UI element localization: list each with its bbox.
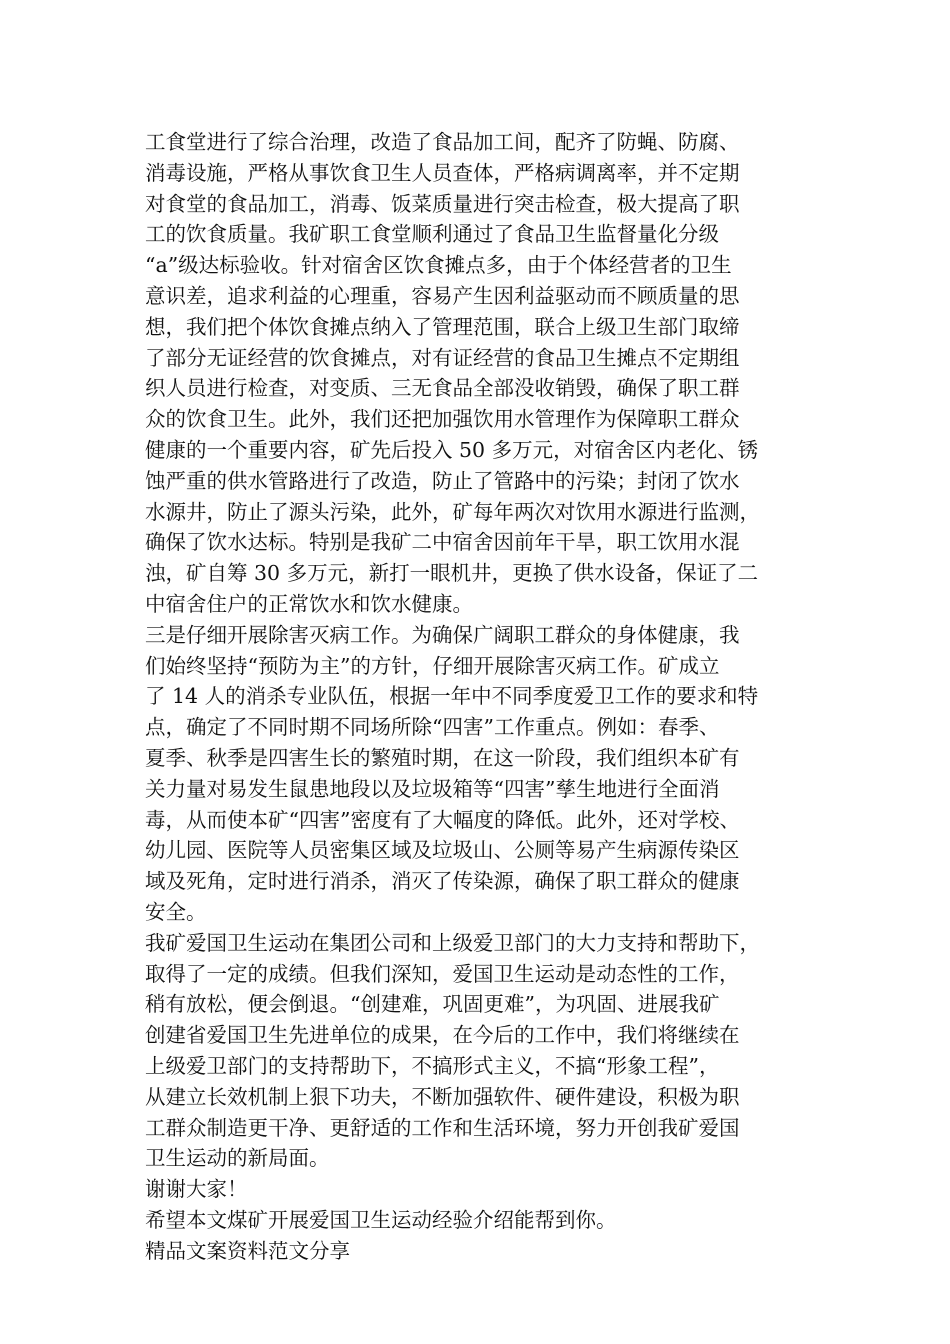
text-line: 工食堂进行了综合治理，改造了食品加工间，配齐了防蝇、防腐、 [145, 130, 740, 154]
text-line: 们始终坚持“预防为主”的方针，仔细开展除害灭病工作。矿成立 [145, 653, 720, 678]
text-line: 上级爱卫部门的支持帮助下，不搞形式主义，不搞“形象工程”， [145, 1053, 720, 1078]
text-line: 了 14 人的消杀专业队伍，根据一年中不同季度爱卫工作的要求和特 [145, 684, 759, 709]
text-line: 毒，从而使本矿“四害”密度有了大幅度的降低。此外，还对学校、 [145, 807, 740, 832]
text-line: 创建省爱国卫生先进单位的成果，在今后的工作中，我们将继续在 [145, 1023, 740, 1048]
text-line: 工群众制造更干净、更舒适的工作和生活环境，努力开创我矿爱国 [145, 1115, 740, 1140]
text-line: 工的饮食质量。我矿职工食堂顺利通过了食品卫生监督量化分级 [145, 222, 719, 247]
text-line: 谢谢大家！ [145, 1177, 248, 1202]
text-line: 意识差，追求利益的心理重，容易产生因利益驱动而不顾质量的思 [145, 283, 740, 308]
text-line: 健康的一个重要内容，矿先后投入 50 多万元，对宿舍区内老化、锈 [145, 437, 759, 462]
text-line: 我矿爱国卫生运动在集团公司和上级爱卫部门的大力支持和帮助下， [145, 930, 760, 955]
text-line: 安全。 [145, 899, 207, 924]
text-line: 对食堂的食品加工，消毒、饭菜质量进行突击检查，极大提高了职 [145, 191, 740, 216]
text-line: 确保了饮水达标。特别是我矿二中宿舍因前年干旱，职工饮用水混 [145, 530, 740, 555]
text-line: 关力量对易发生鼠患地段以及垃圾箱等“四害”孳生地进行全面消 [145, 776, 720, 801]
text-line: 三是仔细开展除害灭病工作。为确保广阔职工群众的身体健康，我 [145, 622, 740, 647]
text-line: 希望本文煤矿开展爱国卫生运动经验介绍能帮到你。 [145, 1207, 617, 1232]
text-line: 中宿舍住户的正常饮水和饮水健康。 [145, 591, 473, 616]
text-line: 稍有放松，便会倒退。“创建难，巩固更难”，为巩固、进展我矿 [145, 992, 720, 1017]
text-line: 了部分无证经营的饮食摊点，对有证经营的食品卫生摊点不定期组 [145, 345, 740, 370]
text-line: 蚀严重的供水管路进行了改造，防止了管路中的污染；封闭了饮水 [145, 468, 740, 493]
text-line: 浊，矿自筹 30 多万元，新打一眼机井，更换了供水设备，保证了二 [145, 561, 759, 586]
text-line: 消毒设施，严格从事饮食卫生人员查体，严格病调离率，并不定期 [145, 160, 740, 185]
text-line: “a”级达标验收。针对宿舍区饮食摊点多，由于个体经营者的卫生 [145, 253, 732, 278]
text-line: 幼儿园、医院等人员密集区域及垃圾山、公厕等易产生病源传染区 [145, 838, 740, 863]
text-line: 水源井，防止了源头污染，此外，矿每年两次对饮用水源进行监测， [145, 499, 760, 524]
text-line: 域及死角，定时进行消杀，消灭了传染源，确保了职工群众的健康 [145, 869, 740, 894]
text-line: 织人员进行检查，对变质、三无食品全部没收销毁，确保了职工群 [145, 376, 740, 401]
text-line: 精品文案资料范文分享 [145, 1238, 350, 1263]
text-line: 点，确定了不同时期不同场所除“四害”工作重点。例如：春季、 [145, 715, 720, 740]
text-line: 取得了一定的成绩。但我们深知，爱国卫生运动是动态性的工作， [145, 961, 740, 986]
document-body [145, 127, 815, 1266]
text-line: 卫生运动的新局面。 [145, 1146, 330, 1171]
text-line: 从建立长效机制上狠下功夫，不断加强软件、硬件建设，积极为职 [145, 1084, 740, 1109]
text-line: 夏季、秋季是四害生长的繁殖时期，在这一阶段，我们组织本矿有 [145, 745, 740, 770]
text-line: 众的饮食卫生。此外，我们还把加强饮用水管理作为保障职工群众 [145, 407, 740, 432]
text-line: 想，我们把个体饮食摊点纳入了管理范围，联合上级卫生部门取缔 [145, 314, 740, 339]
